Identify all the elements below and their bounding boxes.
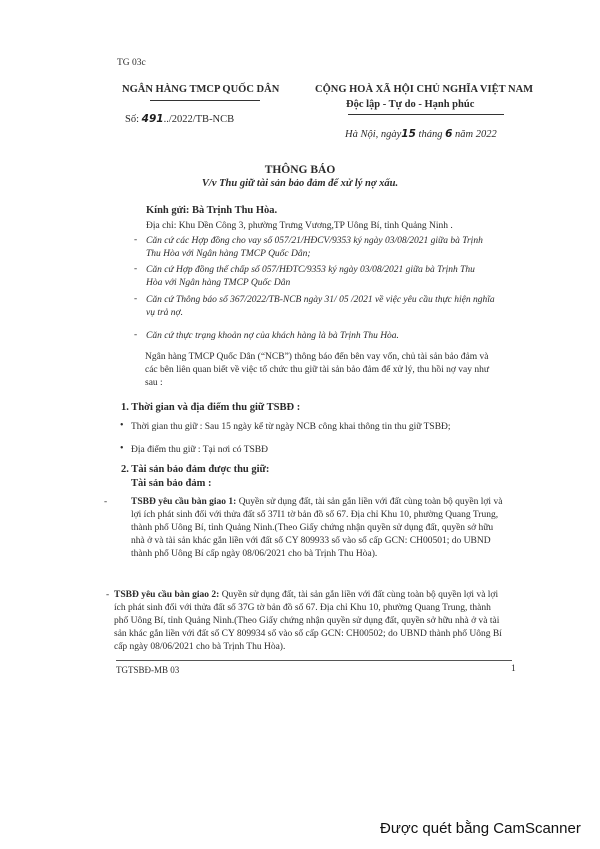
salutation: Kính gửi: Bà Trịnh Thu Hòa.: [146, 205, 278, 216]
page-number: 1: [511, 664, 516, 674]
intro-paragraph: Ngân hàng TMCP Quốc Dân (“NCB”) thông báo đến bên vay vốn, chủ tài sản bảo đảm và các bên liên quan biết về việc tổ chức thu giữ tài sản bảo đảm để xử lý, thu hồi nợ vay như sau :: [145, 352, 490, 388]
asset-2-description: [114, 589, 502, 654]
bank-name: NGÂN HÀNG TMCP QUỐC DÂN: [122, 84, 280, 95]
collateral-subheading: Tài sản bảo đảm :: [131, 478, 212, 489]
date-prefix: Hà Nội, ngày: [345, 129, 402, 140]
asset-1-text: Quyền sử dụng đất, tài sản gắn liền với đất cùng toàn bộ quyền lợi và lợi ích phát sinh đối với thửa đất số 37I1 tờ bản đồ số 67. Địa chỉ Khu 10, phường Quang Trung, thành phố Uông Bí, tỉnh Quảng Ninh.(Theo Giấy chứng nhận quyền sử dụng đất, quyền sở hữu nhà ở và tài sản khác gắn liền với đất số CY 809933 số vào sổ cấp GCN: CH00501; do UBND thành phố Uông Bí cấp ngày 08/06/2021 cho bà Trịnh Thu Hòa).: [131, 497, 503, 559]
motto-underline: [348, 114, 504, 115]
basis-item-3: Căn cứ Thông báo số 367/2022/TB-NCB ngày 31/ 05 /2021 về việc yêu cầu thực hiện nghĩa vụ trả nợ.: [146, 295, 495, 318]
basis-dash-3: -: [134, 294, 138, 304]
document-number-handwritten: 491: [141, 113, 164, 125]
asset-2-text: Quyền sử dụng đất, tài sản gắn liền với đất cùng toàn bộ quyền lợi và lợi ích phát sinh đối với thửa đất số 37G tờ bản đồ số 67. Địa chỉ Khu 10, phường Quang Trung, thành phố Uông Bí, tỉnh Quảng Ninh.(Theo Giấy chứng nhận quyền sử dụng đất, quyền sở hữu nhà ở và tài sản khác gắn liền với đất số CY 809934 số vào sổ cấp GCN: CH00502; do UBND thành phố Uông Bí cấp ngày 08/06/2021 cho bà Trịnh Thu Hòa).: [114, 590, 502, 652]
basis-dash-1: -: [134, 235, 138, 245]
asset-1-dash: -: [104, 497, 108, 507]
country-name: CỘNG HOÀ XÃ HỘI CHỦ NGHĨA VIỆT NAM: [315, 84, 534, 95]
issue-date: [345, 128, 497, 140]
asset-2-label: TSBĐ yêu cầu bàn giao 2:: [114, 590, 220, 600]
bullet-place: •: [120, 443, 124, 454]
basis-item-1: Căn cứ các Hợp đồng cho vay số 057/21/HĐCV/9353 ký ngày 03/08/2021 giữa bà Trịnh Thu Hòa với Ngân hàng TMCP Quốc Dân;: [146, 236, 483, 259]
date-day-handwritten: 15: [401, 128, 416, 140]
form-code: TG 03c: [117, 58, 146, 68]
bank-name-underline: [150, 100, 260, 101]
seizure-time: Thời gian thu giữ : Sau 15 ngày kể từ ngày NCB công khai thông tin thu giữ TSBĐ;: [131, 422, 451, 432]
section-2-heading: 2. Tài sản bảo đảm được thu giữ:: [121, 464, 270, 475]
basis-dash-2: -: [134, 264, 138, 274]
national-motto: Độc lập - Tự do - Hạnh phúc: [346, 99, 475, 110]
document-title: THÔNG BÁO: [264, 164, 336, 176]
seizure-place: Địa điểm thu giữ : Tại nơi có TSBĐ: [131, 445, 269, 455]
footer-divider: [116, 660, 512, 661]
basis-item-2: Căn cứ Hợp đồng thế chấp số 057/HĐTC/9353 ký ngày 03/08/2021 giữa bà Trịnh Thu Hòa với Ngân hàng TMCP Quốc Dân: [146, 265, 475, 288]
date-year: năm 2022: [452, 129, 497, 140]
footer-form-code: TGTSBĐ-MB 03: [116, 665, 180, 675]
date-month-label: tháng: [415, 129, 446, 140]
asset-1-description: [131, 496, 503, 561]
asset-1-label: TSBĐ yêu cầu bàn giao 1:: [131, 497, 237, 507]
date-month-handwritten: 6: [445, 128, 453, 140]
document-subject: V/v Thu giữ tài sản bảo đảm để xử lý nợ xấu.: [201, 178, 399, 189]
document-number-suffix: ../2022/TB-NCB: [163, 114, 235, 125]
scanner-watermark: Được quét bằng CamScanner: [380, 820, 581, 837]
asset-2-dash: -: [106, 590, 110, 600]
section-1-heading: 1. Thời gian và địa điểm thu giữ TSBĐ :: [121, 402, 301, 413]
addressee-address: Địa chỉ: Khu Dền Công 3, phường Trưng Vương,TP Uông Bí, tỉnh Quảng Ninh .: [146, 221, 453, 231]
document-number-prefix: Số:: [125, 114, 142, 125]
basis-dash-4: -: [134, 330, 138, 340]
bullet-time: •: [120, 420, 124, 431]
document-number: [125, 113, 234, 125]
basis-item-4: Căn cứ thực trạng khoản nợ của khách hàng là bà Trịnh Thu Hòa.: [146, 331, 399, 341]
